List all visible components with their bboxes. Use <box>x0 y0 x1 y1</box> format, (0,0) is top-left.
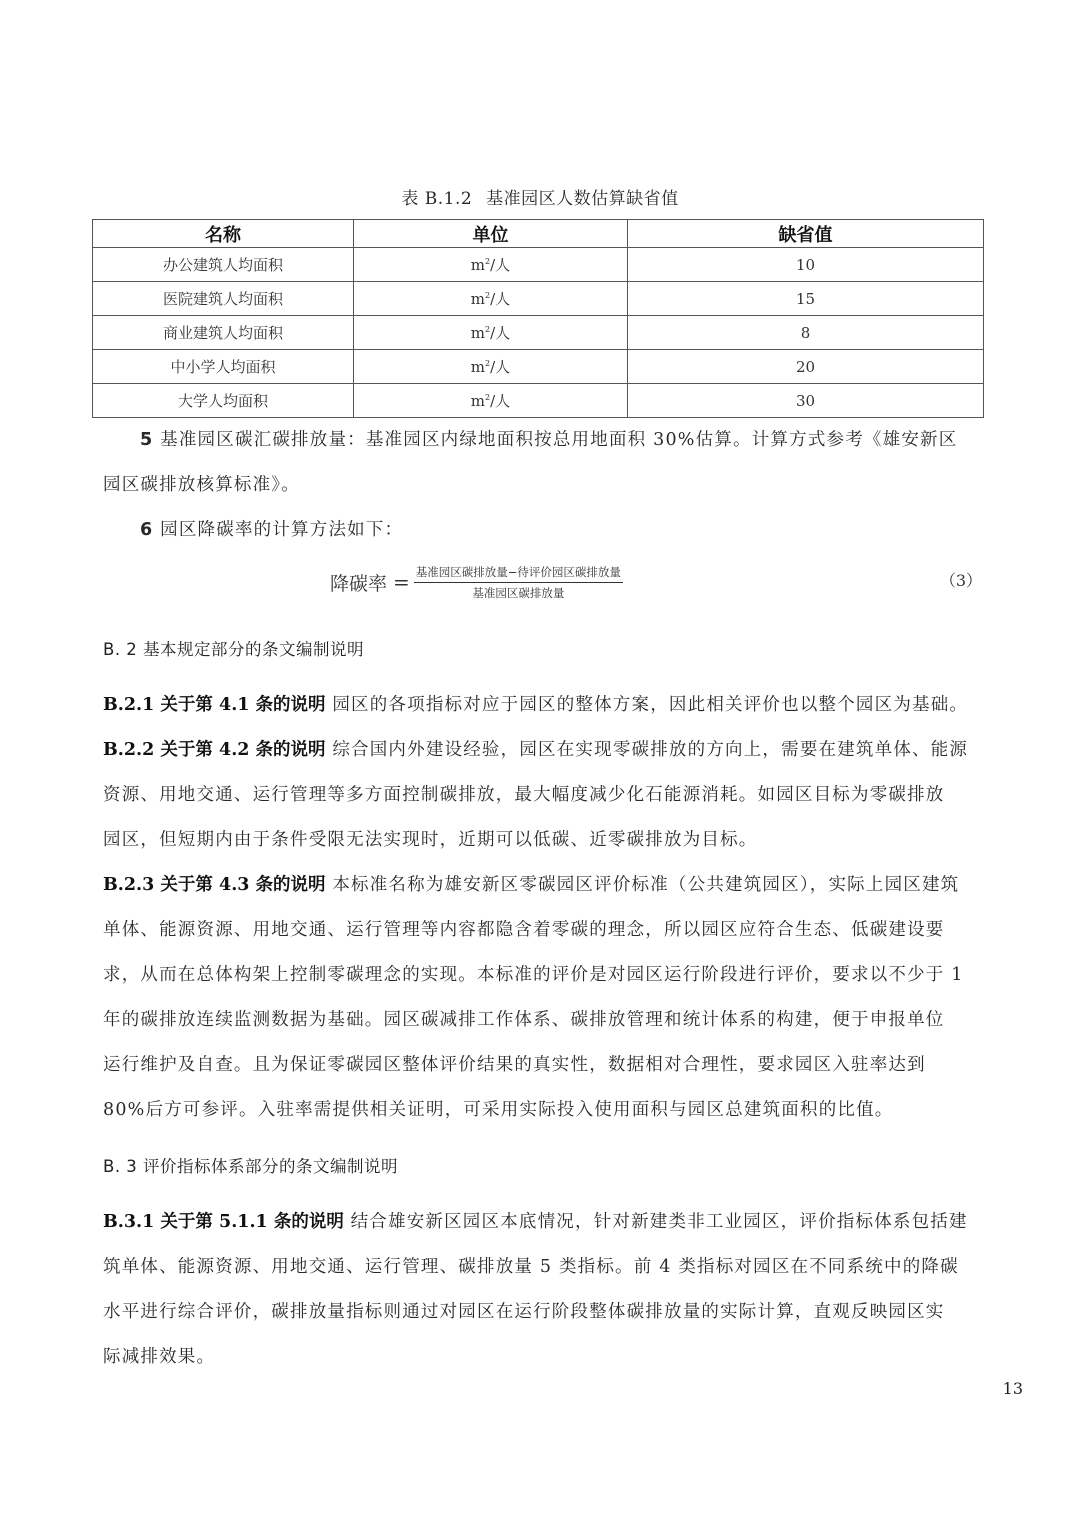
formula-numerator: 基准园区碳排放量−待评价园区碳排放量 <box>414 564 623 583</box>
unit-tail: /人 <box>490 392 511 410</box>
table-row <box>93 248 984 282</box>
row-default-value: 15 <box>628 282 984 316</box>
section-b2-heading: B. 2 基本规定部分的条文编制说明 <box>103 640 365 659</box>
unit-tail: /人 <box>490 256 511 274</box>
unit-superscript: 2 <box>485 257 491 266</box>
item-5-line-1 <box>140 418 957 463</box>
formula-denominator: 基准园区碳排放量 <box>472 585 565 600</box>
unit-tail: /人 <box>490 290 511 308</box>
row-default-value: 10 <box>628 248 984 282</box>
clause-b3-1-line-3: 水平进行综合评价，碳排放量指标则通过对园区在运行阶段整体碳排放量的实际计算，直观反映园区实 <box>103 1302 945 1322</box>
clause-b2-3-line-4: 年的碳排放连续监测数据为基础。园区碳减排工作体系、碳排放管理和统计体系的构建，便于申报单位 <box>103 1010 945 1030</box>
table-caption-id: 表 B.1.2 <box>401 189 473 209</box>
formula-equals: = <box>393 570 410 594</box>
item-5-line-2: 园区碳排放核算标准》。 <box>103 475 300 495</box>
table-header-row <box>93 220 984 248</box>
unit-tail: /人 <box>490 324 511 342</box>
clause-b2-3-line-1: 本标准名称为雄安新区零碳园区评价标准（公共建筑园区），实际上园区建筑 <box>332 875 960 895</box>
table-caption <box>0 184 1080 209</box>
clause-b2-1-text: 园区的各项指标对应于园区的整体方案，因此相关评价也以整个园区为基础。 <box>332 695 969 715</box>
row-default-value: 20 <box>628 350 984 384</box>
clause-b2-2 <box>103 728 968 863</box>
clause-b3-1-line-4: 际减排效果。 <box>103 1347 216 1367</box>
clause-b2-3-label: B.2.3 关于第 4.3 条的说明 <box>103 875 326 895</box>
clause-b2-3 <box>103 863 964 1133</box>
unit-base: m <box>470 324 486 342</box>
row-default-value: 30 <box>628 384 984 418</box>
clause-b2-3-line-6: 80%后方可参评。入驻率需提供相关证明，可采用实际投入使用面积与园区总建筑面积的比值。 <box>103 1100 894 1120</box>
clause-b2-2-line-3: 园区，但短期内由于条件受限无法实现时，近期可以低碳、近零碳排放为目标。 <box>103 830 758 850</box>
item-6-number: 6 <box>140 520 154 540</box>
formula <box>330 560 623 604</box>
default-values-table <box>92 219 984 418</box>
table-row <box>93 384 984 418</box>
item-6-text: 园区降碳率的计算方法如下： <box>160 520 404 540</box>
header-default-value: 缺省值 <box>628 220 984 248</box>
table-row <box>93 316 984 350</box>
header-name: 名称 <box>93 220 354 248</box>
row-unit <box>354 316 628 350</box>
clause-b2-2-label: B.2.2 关于第 4.2 条的说明 <box>103 740 326 760</box>
unit-tail: /人 <box>490 358 511 376</box>
clause-b3-1 <box>103 1200 968 1380</box>
formula-number: （3） <box>939 571 982 590</box>
clause-b2-1-label: B.2.1 关于第 4.1 条的说明 <box>103 695 326 715</box>
clause-b2-2-line-1: 综合国内外建设经验，园区在实现零碳排放的方向上，需要在建筑单体、能源 <box>332 740 969 760</box>
unit-base: m <box>470 392 486 410</box>
item-5-text: 基准园区碳汇碳排放量：基准园区内绿地面积按总用地面积 30%估算。计算方式参考《雄安新区 <box>160 430 958 450</box>
clause-b3-1-line-1: 结合雄安新区园区本底情况，针对新建类非工业园区，评价指标体系包括建 <box>350 1212 968 1232</box>
table-row <box>93 282 984 316</box>
unit-base: m <box>470 290 486 308</box>
clause-b2-3-line-3: 求，从而在总体构架上控制零碳理念的实现。本标准的评价是对园区运行阶段进行评价，要求以不少于 1 <box>103 965 964 985</box>
item-6 <box>140 508 403 553</box>
unit-superscript: 2 <box>485 325 491 334</box>
formula-lhs: 降碳率 <box>330 572 388 595</box>
row-unit <box>354 384 628 418</box>
row-unit <box>354 248 628 282</box>
row-unit <box>354 350 628 384</box>
unit-superscript: 2 <box>485 291 491 300</box>
clause-b2-2-line-2: 资源、用地交通、运行管理等多方面控制碳排放，最大幅度减少化石能源消耗。如园区目标为零碳排放 <box>103 785 945 805</box>
row-name: 办公建筑人均面积 <box>93 248 354 282</box>
page-number: 13 <box>1002 1379 1023 1398</box>
section-b3-heading: B. 3 评价指标体系部分的条文编制说明 <box>103 1157 399 1176</box>
unit-base: m <box>470 358 486 376</box>
item-5-number: 5 <box>140 430 154 450</box>
clause-b3-1-line-2: 筑单体、能源资源、用地交通、运行管理、碳排放量 5 类指标。前 4 类指标对园区在不同系统中的降碳 <box>103 1257 959 1277</box>
unit-superscript: 2 <box>485 359 491 368</box>
clause-b2-1 <box>103 683 968 728</box>
table-row <box>93 350 984 384</box>
clause-b3-1-label: B.3.1 关于第 5.1.1 条的说明 <box>103 1212 344 1232</box>
row-name: 商业建筑人均面积 <box>93 316 354 350</box>
row-unit <box>354 282 628 316</box>
row-name: 医院建筑人均面积 <box>93 282 354 316</box>
table-caption-title: 基准园区人数估算缺省值 <box>486 189 679 209</box>
unit-superscript: 2 <box>485 393 491 402</box>
unit-base: m <box>470 256 486 274</box>
row-name: 大学人均面积 <box>93 384 354 418</box>
header-unit: 单位 <box>354 220 628 248</box>
clause-b2-3-line-5: 运行维护及自查。且为保证零碳园区整体评价结果的真实性，数据相对合理性，要求园区入驻率达到 <box>103 1055 926 1075</box>
row-name: 中小学人均面积 <box>93 350 354 384</box>
clause-b2-3-line-2: 单体、能源资源、用地交通、运行管理等内容都隐含着零碳的理念，所以园区应符合生态、低碳建设要 <box>103 920 945 940</box>
row-default-value: 8 <box>628 316 984 350</box>
formula-fraction <box>414 564 623 601</box>
